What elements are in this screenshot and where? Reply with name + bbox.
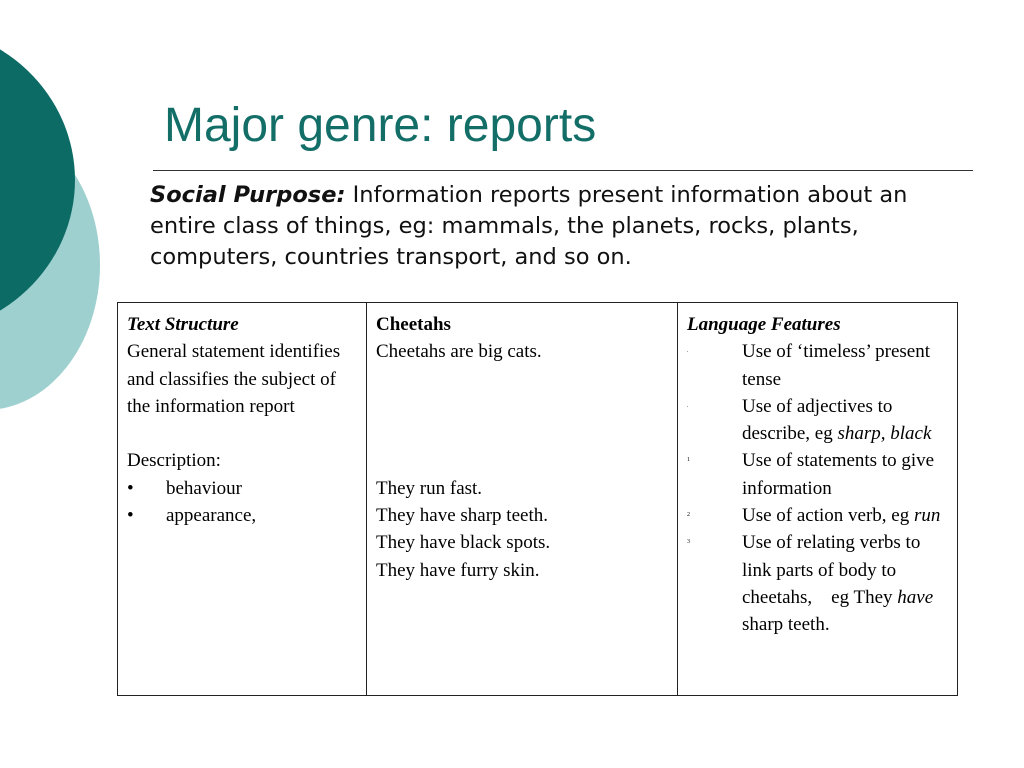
list-item	[687, 393, 949, 448]
feature-text: Use of action verb, eg	[742, 505, 914, 527]
feature-marker: .	[687, 348, 689, 355]
general-statement-text: General statement identifies and classifies the subject of the information report	[127, 341, 341, 417]
slide-title: Major genre: reports	[164, 99, 597, 152]
social-purpose-label: Social Purpose:	[150, 182, 346, 208]
social-purpose-paragraph	[150, 180, 930, 273]
feature-text: Use of relating verbs to link parts of body to cheetahs, eg They	[742, 532, 926, 608]
cheetah-fact: They have black spots.	[376, 532, 551, 554]
list-item	[687, 447, 949, 502]
list-item	[127, 475, 358, 502]
cheetahs-heading: Cheetahs	[376, 314, 451, 335]
feature-marker: 2	[687, 512, 690, 519]
list-item	[687, 502, 949, 529]
feature-marker: .	[687, 402, 689, 409]
feature-text-wrap	[742, 502, 949, 529]
feature-example: have	[897, 586, 934, 608]
bullet-marker: •	[127, 505, 134, 527]
title-divider	[153, 170, 973, 171]
feature-text-wrap	[742, 393, 949, 448]
feature-example: run	[914, 505, 941, 527]
text-structure-cell	[118, 303, 367, 696]
cheetah-fact: They have furry skin.	[376, 559, 540, 581]
feature-text-wrap	[742, 529, 949, 638]
description-label: Description:	[127, 450, 221, 472]
social-purpose-text: Information reports present information about an entire class of things, eg: mammals, the planets, rocks, plants, computers, countries transport, and so on.	[150, 182, 908, 270]
list-item	[687, 529, 949, 638]
feature-marker: 3	[687, 539, 690, 546]
bullet-text: behaviour	[166, 477, 242, 499]
cheetah-fact: They run fast.	[376, 477, 483, 499]
bullet-text: appearance,	[166, 505, 257, 527]
feature-marker: 1	[687, 457, 690, 464]
feature-text-end: sharp teeth.	[742, 586, 938, 636]
text-structure-heading: Text Structure	[127, 314, 239, 335]
cheetahs-cell	[367, 303, 678, 696]
list-item	[127, 502, 358, 529]
feature-text: Use of adjectives to describe, eg	[742, 395, 893, 445]
feature-text: Use of statements to give information	[742, 450, 935, 499]
cheetahs-statement: Cheetahs are big cats.	[376, 341, 542, 363]
list-item	[687, 338, 949, 393]
cheetah-fact: They have sharp teeth.	[376, 505, 548, 527]
feature-text: Use of ‘timeless’ present tense	[742, 341, 931, 390]
feature-example: sharp, black	[837, 423, 932, 445]
bullet-marker: •	[127, 477, 134, 499]
language-features-heading: Language Features	[687, 314, 841, 335]
language-features-cell	[678, 303, 958, 696]
genre-table	[117, 302, 958, 696]
